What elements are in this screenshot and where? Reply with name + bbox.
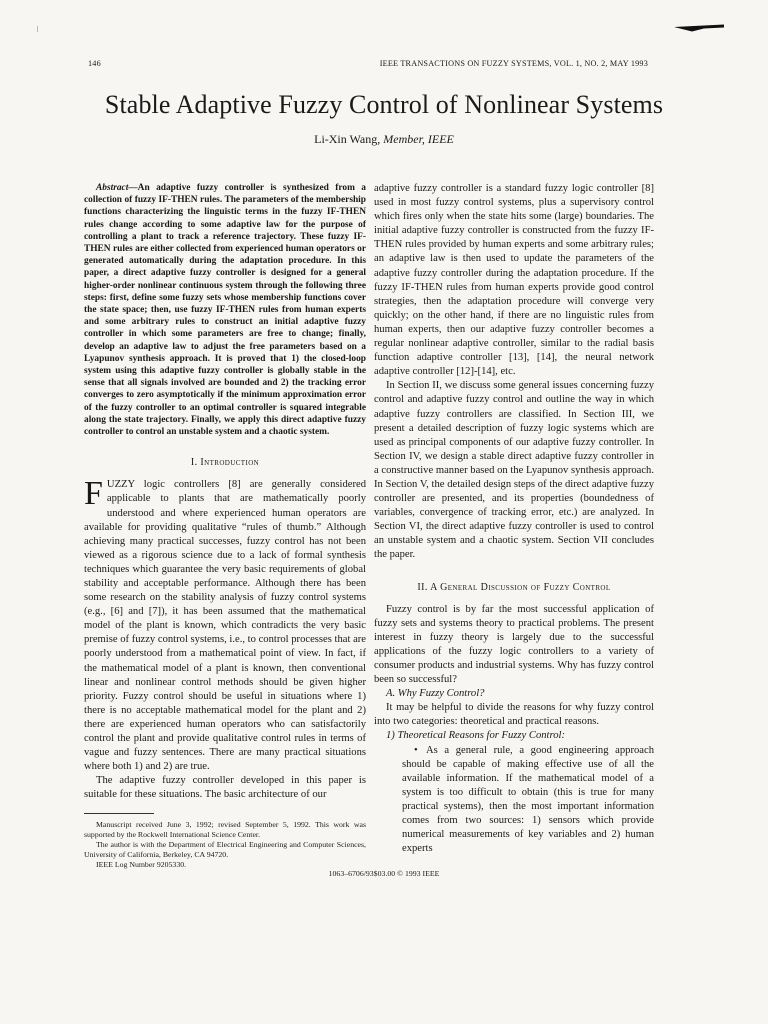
- author-line: [0, 132, 768, 147]
- right-column: [374, 182, 654, 856]
- page-number: 146: [88, 59, 101, 68]
- intro-paragraph-1: [84, 475, 366, 774]
- bullet-item: [374, 744, 654, 857]
- author-affiliation: Member, IEEE: [383, 132, 454, 146]
- drop-cap: F: [84, 475, 103, 513]
- footnote-manuscript: Manuscript received June 3, 1992; revised September 5, 1992. This work was supported by the Rockwell International Science Center.: [84, 819, 366, 839]
- left-column: [84, 182, 366, 870]
- copyright-footer: 1063–6706/93$03.00 © 1993 IEEE: [328, 869, 440, 878]
- author-name: Li-Xin Wang,: [314, 132, 381, 146]
- scan-mark: [674, 24, 724, 32]
- section-heading-general-discussion: II. A General Discussion of Fuzzy Control: [417, 581, 611, 593]
- footnote-log-number: IEEE Log Number 9205330.: [96, 859, 187, 869]
- subsubsection-heading-theoretical: 1) Theoretical Reasons for Fuzzy Control:: [386, 730, 566, 742]
- subsection-heading-why-fuzzy: A. Why Fuzzy Control?: [386, 688, 485, 700]
- scan-speck: [37, 26, 38, 32]
- abstract: [84, 182, 366, 438]
- footnote-author: The author is with the Department of Electrical Engineering and Computer Sciences, University of California, Berkeley, CA 94720.: [84, 839, 366, 859]
- right-paragraph-2: In Section II, we discuss some general issues concerning fuzzy control and adaptive fuzzy control and outline the way in which adaptive fuzzy controllers are classified. In Section III, we present a detailed description of fuzzy logic systems which are used as principal components of our adaptive fuzzy controller. In Section IV, we design a stable direct adaptive fuzzy controller in a constructive manner based on the Lyapunov synthesis approach. In Section V, the detailed design steps of the direct adaptive fuzzy controller are presented, and its properties (boundedness of variables, convergence of tracking error, etc.) are analyzed. In Section VI, the direct adaptive fuzzy controller is used to control an unstable system and a chaotic system. Section VII concludes the paper.: [374, 380, 654, 561]
- journal-header: IEEE TRANSACTIONS ON FUZZY SYSTEMS, VOL. 1, NO. 2, MAY 1993: [379, 59, 648, 68]
- right-paragraph-1: adaptive fuzzy controller is a standard fuzzy logic controller [8] used in most fuzzy control systems, plus a supervisory control which fires only when the state hits some (large) boundaries. The initial adaptive fuzzy controller is constructed from the fuzzy IF-THEN rules provided by human experts and some arbitrary rules; an adaptive law is then used to update the parameters of the adaptive fuzzy controller during the adaptation procedure. If the fuzzy IF-THEN rules from human experts provide good control strategies, then the adaptation procedure will converge very quickly; on the other hand, if there are no linguistic rules from human experts, then our adaptive fuzzy controller becomes a regular nonlinear adaptive controller, similar to the radial basis function adaptive controller [13], [14], the neural network adaptive controller [12]-[14], etc.: [374, 183, 654, 378]
- subsection-a-paragraph: It may be helpful to divide the reasons for why fuzzy control into two categories: theoretical and practical reasons.: [374, 702, 654, 728]
- section-heading-introduction: I. Introduction: [190, 457, 260, 469]
- section2-paragraph-1: Fuzzy control is by far the most successful application of fuzzy sets and systems theory to practical problems. The present interest in fuzzy theory is largely due to the successful applications of the fuzzy logic controllers to a variety of consumer products and industrial systems. Why has fuzzy control been so successful?: [374, 603, 654, 686]
- intro-paragraph-2: The adaptive fuzzy controller developed in this paper is suitable for these situations. The basic architecture of our: [84, 775, 366, 801]
- intro-paragraph-1-text: UZZY logic controllers [8] are generally considered applicable to plants that are mathematically poorly understood and where experienced human operators are available for providing qualitative “rules of thumb.” Although achieving many practical successes, fuzzy control has not been viewed as a rigorous science due to a lack of formal synthesis techniques which guarantee the very basic requirements of global stability and acceptable performance. Although there has been some research on the stability analysis of fuzzy control systems (e.g., [6] and [7]), it has been assumed that the mathematical model of the plant is known, which contradicts the very basic premise of fuzzy control systems, i.e., to control processes that are poorly understood from a mathematical point of view. In fact, if the mathematical model of a plant is known, then conventional linear and nonlinear control methods should be given higher priority. Fuzzy control should be useful in situations where 1) there is no acceptable mathematical model for the plant and 2) there are experienced human operators who can satisfactorily control the plant and provide qualitative control rules in terms of vague and fuzzy sentences. There are many practical situations where both 1) and 2) are true.: [84, 479, 366, 773]
- abstract-label: Abstract—: [96, 183, 138, 193]
- bullet-marker: •: [414, 744, 418, 756]
- footnote-rule: [84, 813, 154, 814]
- abstract-text: An adaptive fuzzy controller is synthesized from a collection of fuzzy IF-THEN rules. The parameters of the membership functions characterizing the linguistic terms in the fuzzy IF-THEN rules change according to some adaptive law for the purpose of controlling a plant to track a reference trajectory. These fuzzy IF-THEN rules are either collected from experienced human operators or generated automatically during the adaptation procedure. In this paper, a direct adaptive fuzzy controller is designed for a general higher-order nonlinear continuous system through the following three steps: first, define some fuzzy sets whose membership functions cover the state space; then, use fuzzy IF-THEN rules from human experts and some arbitrary rules to construct an initial adaptive fuzzy controller in which some parameters are free to change; finally, develop an adaptive law to adjust the free parameters based on a Lyapunov synthesis approach. It is proved that 1) the closed-loop system using this adaptive fuzzy controller is globally stable in the sense that all signals involved are bounded and 2) the tracking error converges to zero asymptotically if the minimum approximation error of the fuzzy controller to an optimal controller is squared integrable along the state trajectory. Finally, we apply this direct adaptive fuzzy controller to control an unstable system and a chaotic system.: [84, 183, 366, 438]
- paper-title: Stable Adaptive Fuzzy Control of Nonlinear Systems: [104, 90, 664, 119]
- bullet-item-text: As a general rule, a good engineering approach should be capable of making effective use of all the available information. If the mathematical model of a system is too difficult to obtain (this is true for many practical systems), then the most important information comes from two sources: 1) sensors which provide numerical measurements of key variables and 2) human experts: [402, 744, 654, 855]
